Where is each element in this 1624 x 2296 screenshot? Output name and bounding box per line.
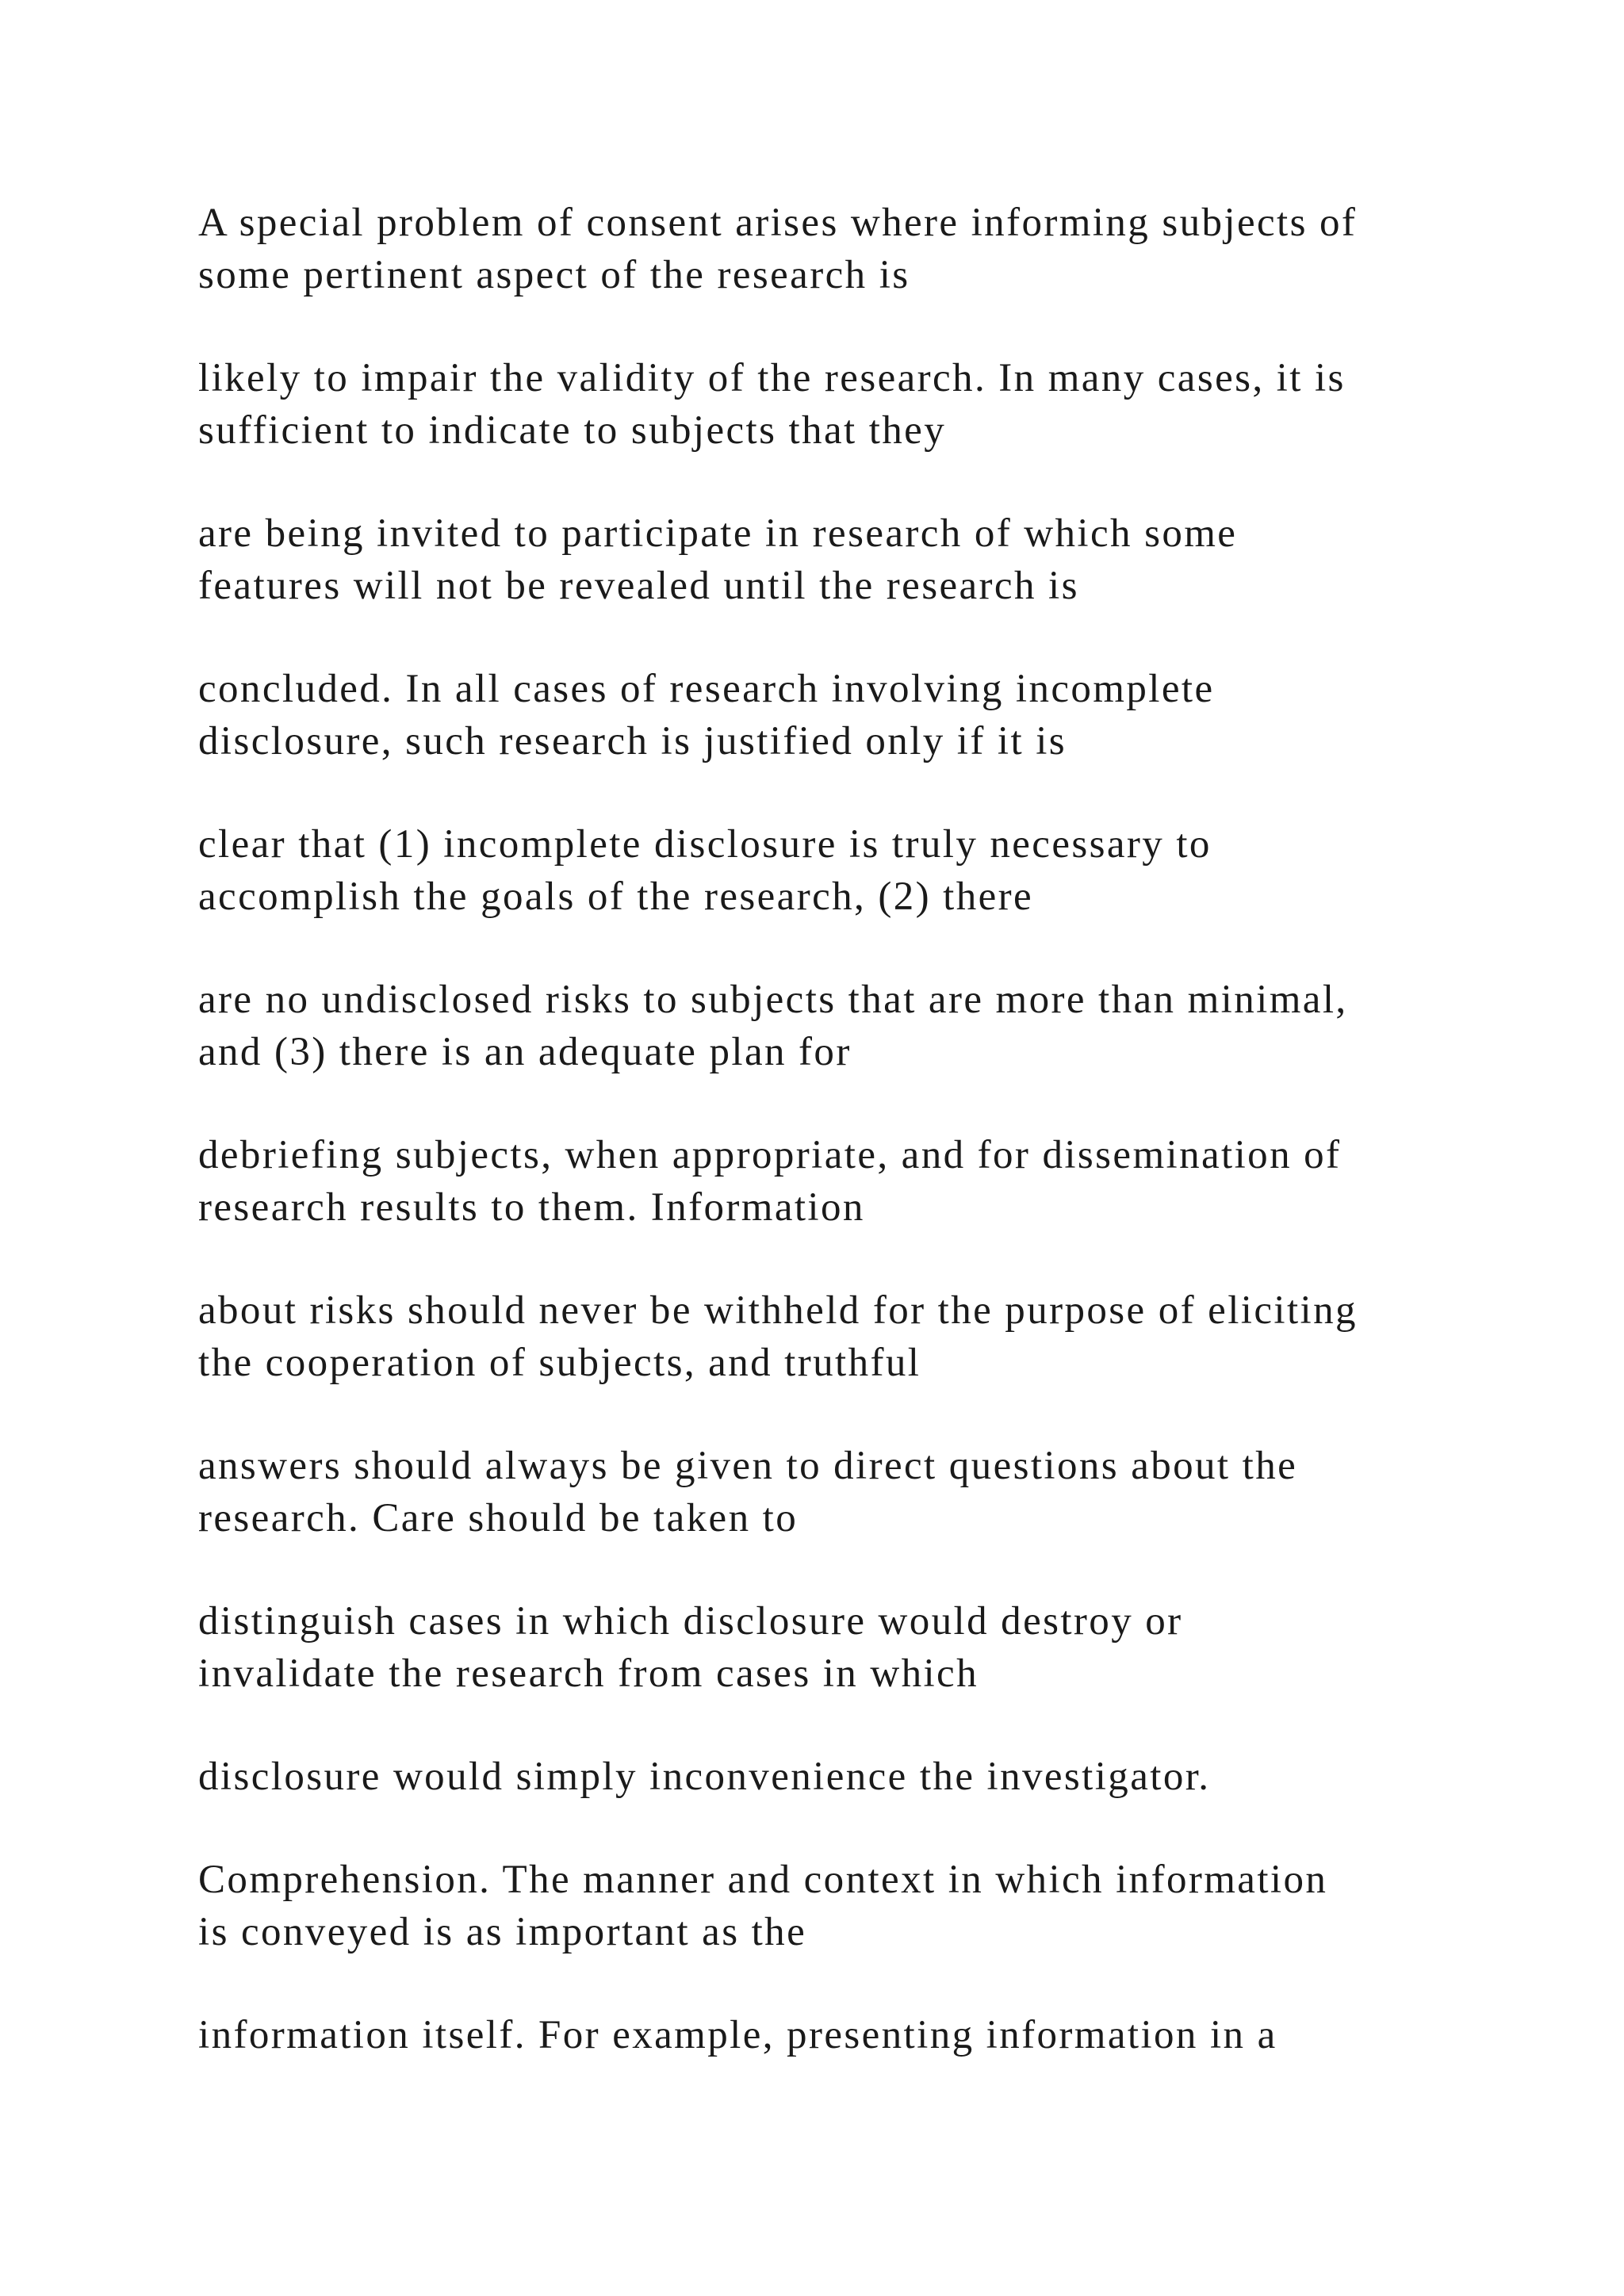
text-line: distinguish cases in which disclosure would destroy or — [198, 1599, 1183, 1644]
text-line: some pertinent aspect of the research is — [198, 253, 910, 297]
paragraph-10 — [198, 1595, 1483, 1700]
text-line: answers should always be given to direct questions about the — [198, 1444, 1298, 1488]
text-line: features will not be revealed until the research is — [198, 564, 1079, 608]
text-line: information itself. For example, presenting information in a — [198, 2013, 1277, 2057]
text-line: is conveyed is as important as the — [198, 1910, 807, 1954]
text-line: are being invited to participate in research of which some — [198, 511, 1238, 556]
text-line: debriefing subjects, when appropriate, and for dissemination of — [198, 1133, 1342, 1177]
body-text — [198, 197, 1483, 2112]
text-line: disclosure, such research is justified only if it is — [198, 719, 1067, 763]
text-line: invalidate the research from cases in which — [198, 1651, 979, 1696]
text-line: clear that (1) incomplete disclosure is truly necessary to — [198, 822, 1212, 867]
text-line: research results to them. Information — [198, 1185, 865, 1230]
text-line: sufficient to indicate to subjects that they — [198, 408, 947, 453]
text-line: the cooperation of subjects, and truthful — [198, 1341, 921, 1385]
text-line: accomplish the goals of the research, (2) there — [198, 874, 1034, 919]
text-line: Comprehension. The manner and context in which information — [198, 1858, 1328, 1902]
paragraph-2 — [198, 352, 1483, 457]
paragraph-3 — [198, 507, 1483, 612]
paragraph-5 — [198, 818, 1483, 923]
text-line: A special problem of consent arises where informing subjects of — [198, 201, 1358, 245]
text-line: and (3) there is an adequate plan for — [198, 1030, 852, 1074]
paragraph-13 — [198, 2009, 1483, 2061]
text-line: disclosure would simply inconvenience the investigator. — [198, 1755, 1211, 1799]
paragraph-11 — [198, 1751, 1483, 1803]
text-line: likely to impair the validity of the research. In many cases, it is — [198, 356, 1346, 400]
paragraph-6 — [198, 974, 1483, 1078]
paragraph-1 — [198, 197, 1483, 301]
paragraph-12 — [198, 1854, 1483, 1958]
text-line: research. Care should be taken to — [198, 1496, 799, 1540]
paragraph-4 — [198, 663, 1483, 767]
paragraph-8 — [198, 1284, 1483, 1389]
paragraph-7 — [198, 1129, 1483, 1234]
text-line: are no undisclosed risks to subjects that are more than minimal, — [198, 978, 1348, 1022]
text-line: concluded. In all cases of research involving incomplete — [198, 667, 1215, 711]
paragraph-9 — [198, 1440, 1483, 1544]
text-line: about risks should never be withheld for the purpose of eliciting — [198, 1288, 1358, 1333]
